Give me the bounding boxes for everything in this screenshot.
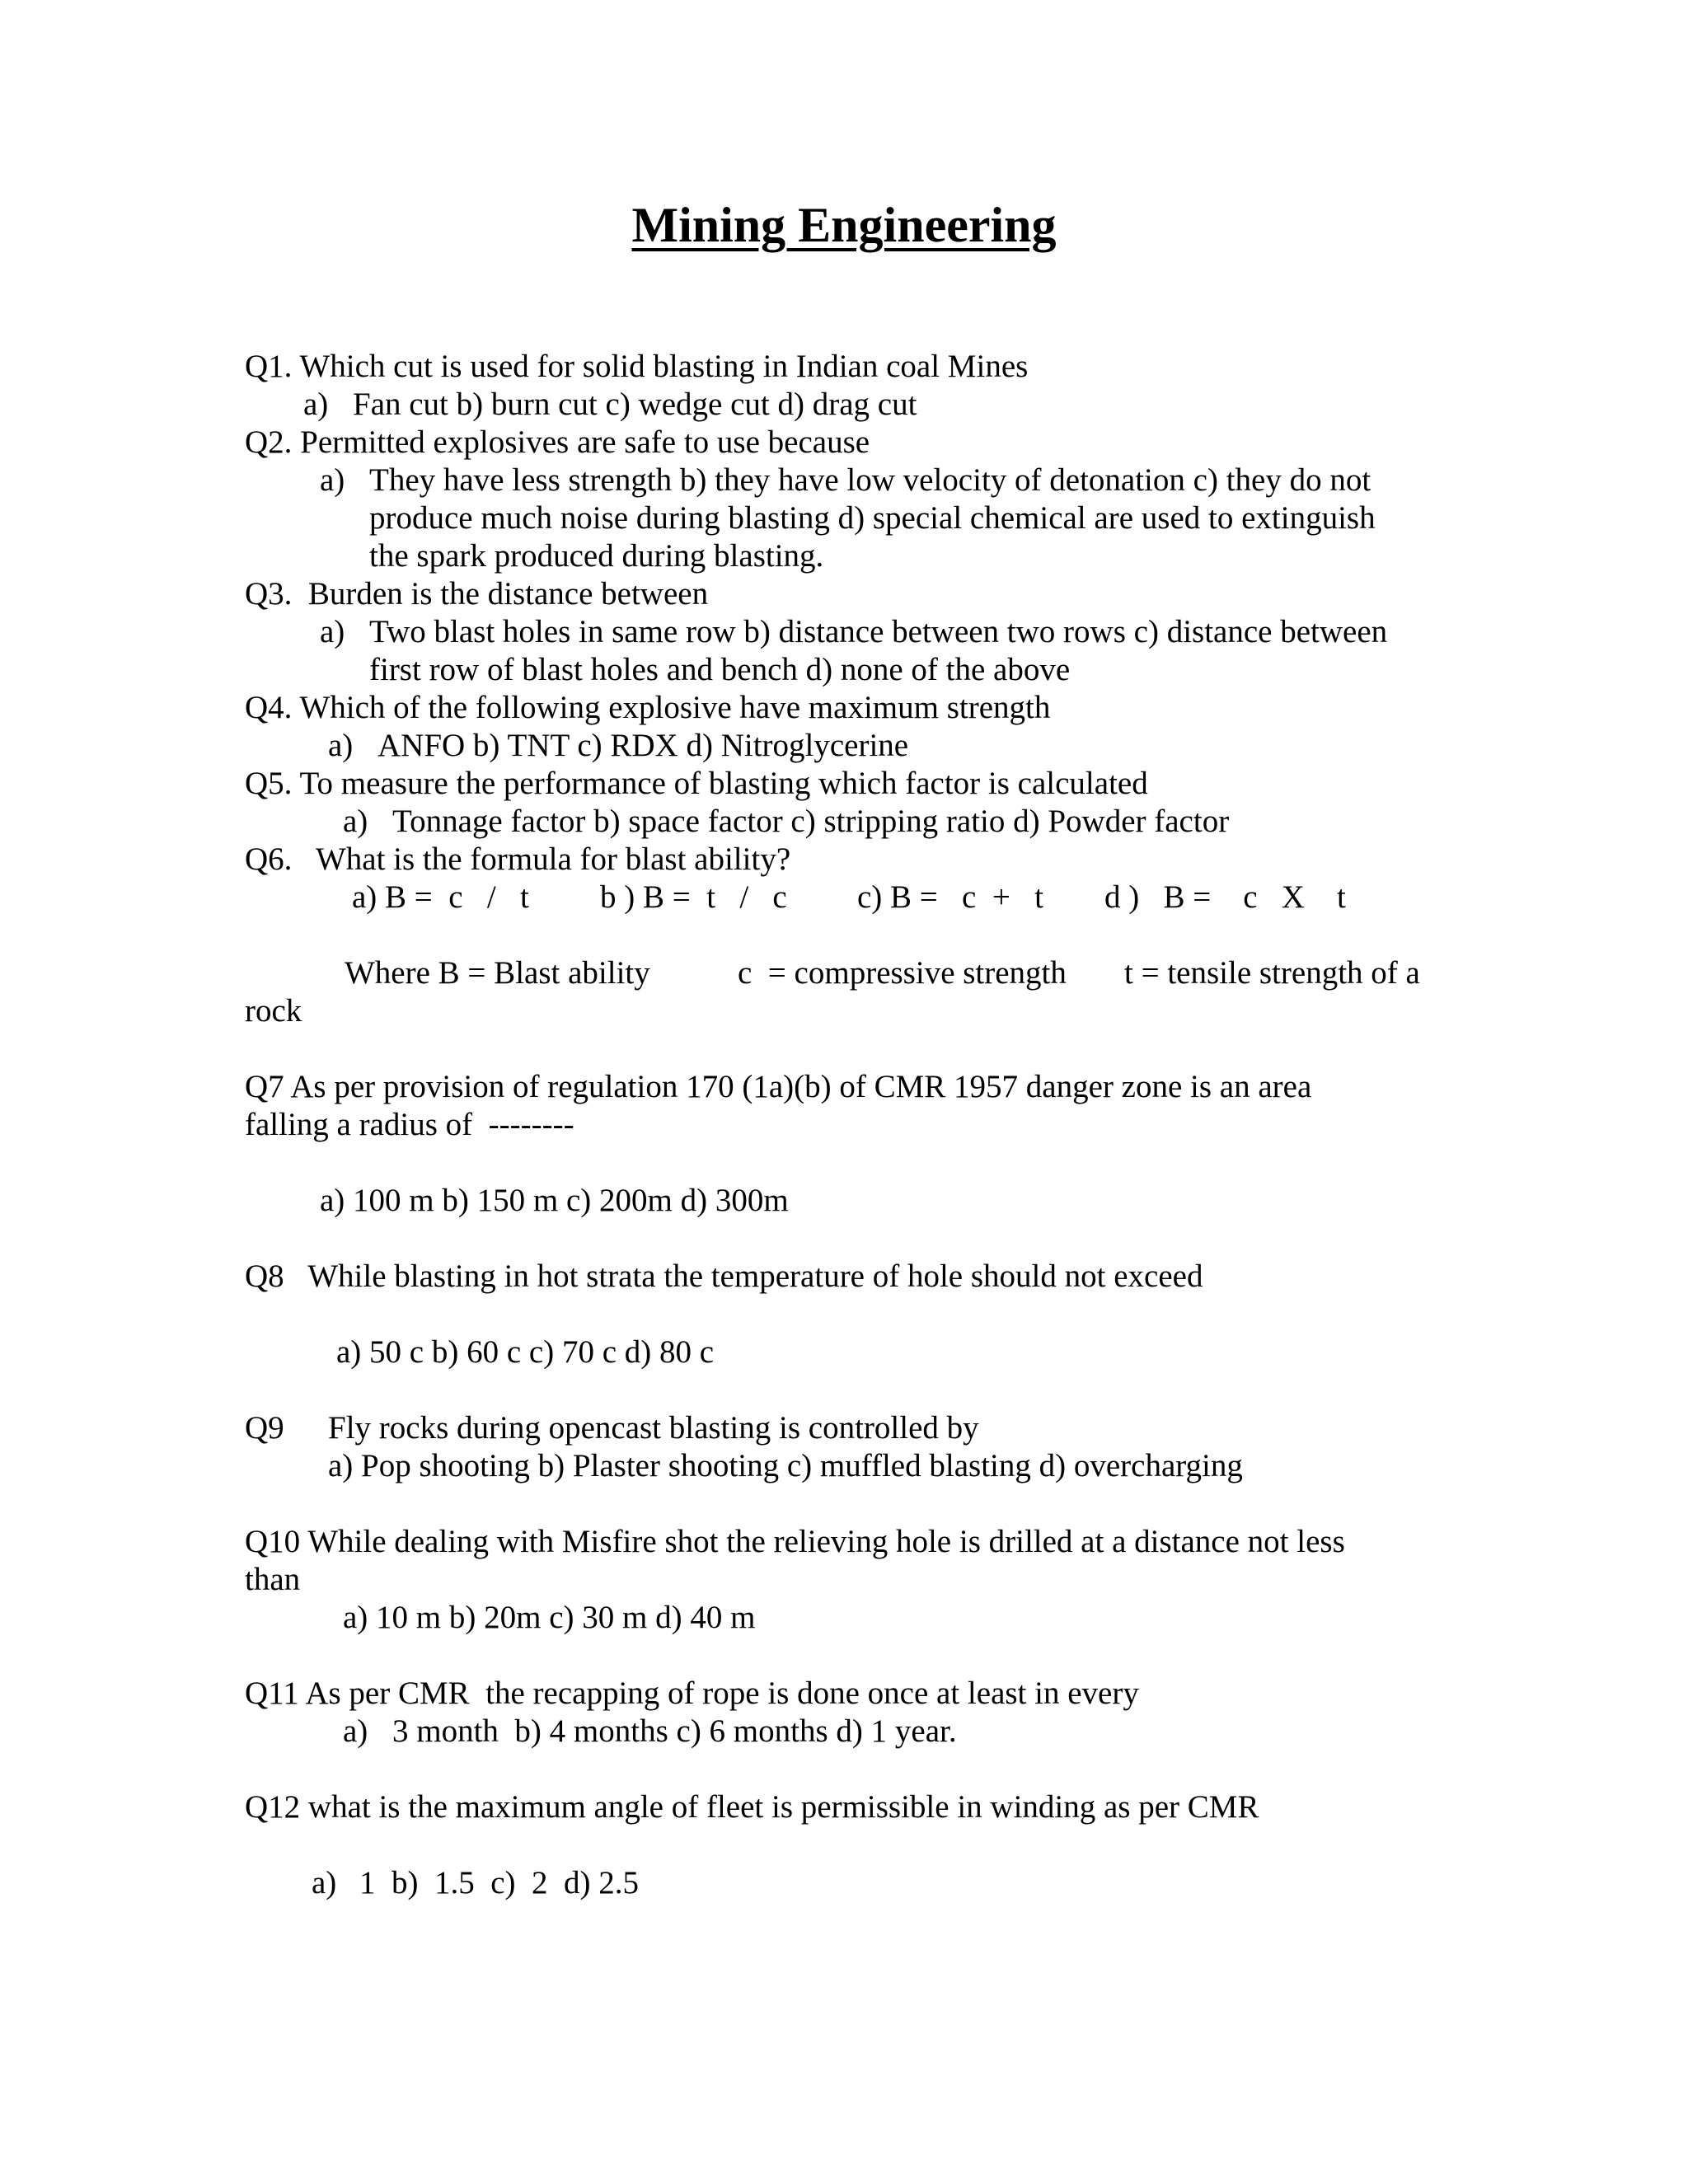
question-6: Q6. What is the formula for blast ability? bbox=[245, 841, 791, 877]
q9-options: a) Pop shooting b) Plaster shooting c) muffled blasting d) overcharging bbox=[328, 1448, 1243, 1483]
q6-formula-a: a) B = c / t bbox=[352, 879, 529, 915]
question-9-number: Q9 bbox=[245, 1410, 284, 1446]
q3-options-line-2: first row of blast holes and bench d) none of the above bbox=[369, 652, 1071, 687]
page-title: Mining Engineering bbox=[631, 198, 1057, 252]
q6-formula-d: d ) B = c X t bbox=[1104, 879, 1346, 915]
question-3: Q3. Burden is the distance between bbox=[245, 576, 709, 612]
question-1: Q1. Which cut is used for solid blasting in Indian coal Mines bbox=[245, 349, 1029, 384]
q5-option-marker: a) bbox=[343, 804, 368, 839]
q6-where-b: Where B = Blast ability bbox=[345, 955, 650, 991]
question-9: Fly rocks during opencast blasting is controlled by bbox=[328, 1410, 979, 1446]
question-10-line-1: Q10 While dealing with Misfire shot the relieving hole is drilled at a distance not less bbox=[245, 1524, 1345, 1559]
q2-options-line-2: produce much noise during blasting d) special chemical are used to extinguish bbox=[369, 500, 1376, 536]
q6-where-continued: rock bbox=[245, 993, 302, 1029]
q2-options-line-3: the spark produced during blasting. bbox=[369, 538, 824, 574]
question-7-line-1: Q7 As per provision of regulation 170 (1a)(b) of CMR 1957 danger zone is an area bbox=[245, 1069, 1312, 1104]
question-10-line-2: than bbox=[245, 1562, 301, 1597]
q1-option-marker: a) bbox=[303, 387, 329, 422]
q6-where-t: t = tensile strength of a bbox=[1124, 955, 1420, 991]
question-2: Q2. Permitted explosives are safe to use because bbox=[245, 424, 870, 460]
q6-formula-b: b ) B = t / c bbox=[600, 879, 787, 915]
q2-options-line-1: They have less strength b) they have low velocity of detonation c) they do not bbox=[369, 462, 1372, 498]
question-12: Q12 what is the maximum angle of fleet is permissible in winding as per CMR bbox=[245, 1789, 1259, 1825]
question-8: Q8 While blasting in hot strata the temperature of hole should not exceed bbox=[245, 1258, 1203, 1294]
question-11: Q11 As per CMR the recapping of rope is done once at least in every bbox=[245, 1675, 1139, 1711]
q11-option-marker: a) bbox=[343, 1713, 368, 1749]
q7-options: a) 100 m b) 150 m c) 200m d) 300m bbox=[320, 1183, 789, 1218]
q11-options: 3 month b) 4 months c) 6 months d) 1 year. bbox=[392, 1713, 957, 1749]
q6-where-c: c = compressive strength bbox=[738, 955, 1067, 991]
q5-options: Tonnage factor b) space factor c) stripping ratio d) Powder factor bbox=[392, 804, 1230, 839]
q4-options: ANFO b) TNT c) RDX d) Nitroglycerine bbox=[377, 728, 909, 763]
q8-options: a) 50 c b) 60 c c) 70 c d) 80 c bbox=[336, 1334, 715, 1370]
q12-options: 1 b) 1.5 c) 2 d) 2.5 bbox=[359, 1865, 640, 1900]
q6-formula-c: c) B = c + t bbox=[857, 879, 1043, 915]
q3-options-line-1: Two blast holes in same row b) distance between two rows c) distance between bbox=[369, 614, 1388, 649]
q4-option-marker: a) bbox=[328, 728, 354, 763]
q1-options: Fan cut b) burn cut c) wedge cut d) drag cut bbox=[353, 387, 917, 422]
q12-option-marker: a) bbox=[312, 1865, 337, 1900]
question-4: Q4. Which of the following explosive have maximum strength bbox=[245, 690, 1051, 725]
q2-option-marker: a) bbox=[320, 462, 345, 498]
question-7-line-2: falling a radius of -------- bbox=[245, 1107, 574, 1142]
q3-option-marker: a) bbox=[320, 614, 345, 649]
question-5: Q5. To measure the performance of blasting which factor is calculated bbox=[245, 766, 1148, 801]
q10-options: a) 10 m b) 20m c) 30 m d) 40 m bbox=[343, 1600, 756, 1635]
